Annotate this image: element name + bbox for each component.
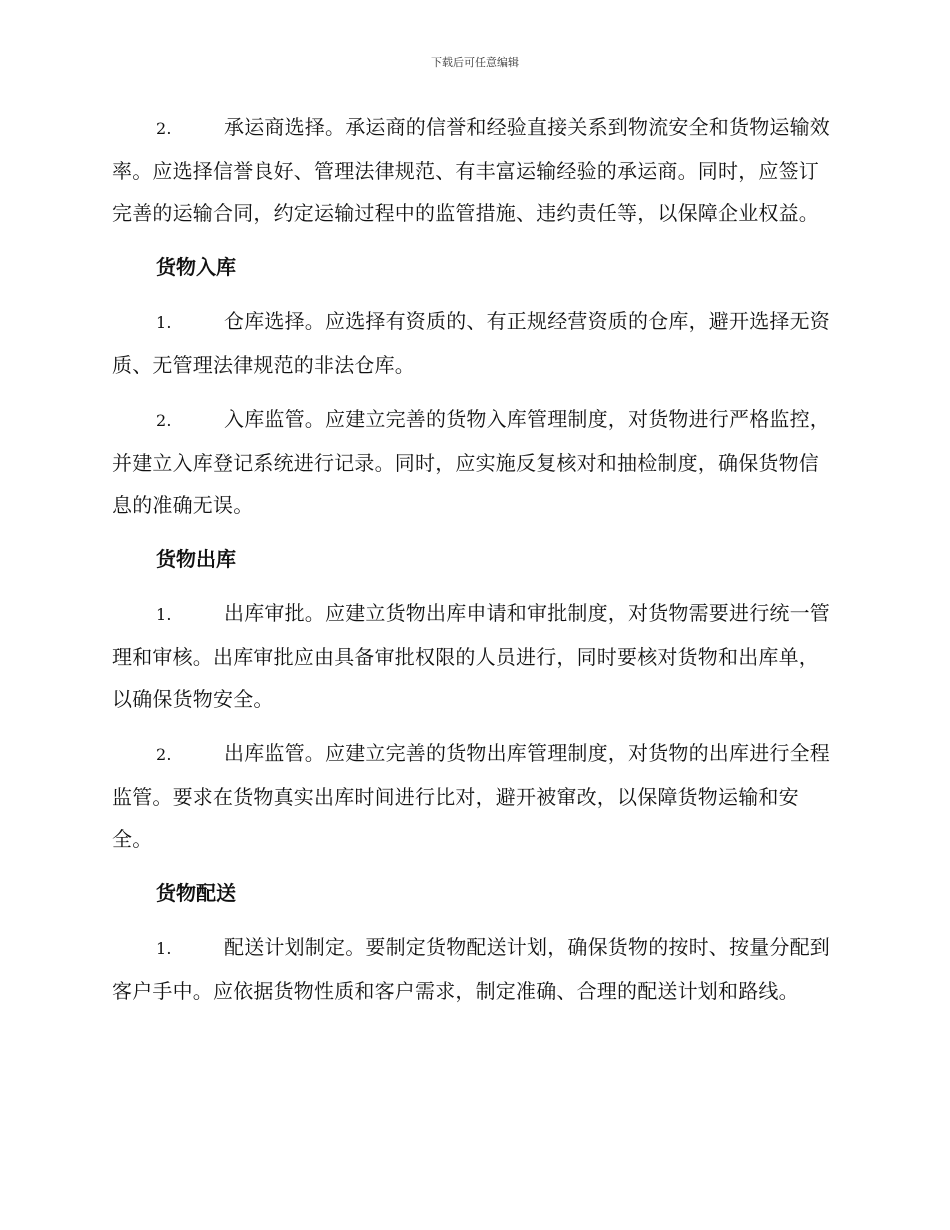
list-item	[112, 926, 834, 1012]
list-item	[112, 592, 834, 720]
list-number: 2.	[156, 745, 172, 764]
list-number: 2.	[156, 119, 172, 138]
section-heading: 货物出库	[156, 547, 236, 571]
list-text: 出库审批。应建立货物出库申请和审批制度，对货物需要进行统一管理和审核。出库审批应由具备审批权限的人员进行，同时要核对货物和出库单，以确保货物安全。	[112, 601, 830, 711]
list-number: 1.	[156, 605, 172, 624]
page-header: 下载后可任意编辑	[431, 56, 519, 69]
list-text: 入库监管。应建立完善的货物入库管理制度，对货物进行严格监控，并建立入库登记系统进行记录。同时，应实施反复核对和抽检制度，确保货物信息的准确无误。	[112, 407, 830, 517]
list-text: 承运商选择。承运商的信誉和经验直接关系到物流安全和货物运输效率。应选择信誉良好、管理法律规范、有丰富运输经验的承运商。同时，应签订完善的运输合同，约定运输过程中的监管措施、违约责任等，以保障企业权益。	[112, 115, 830, 225]
list-number: 1.	[156, 313, 172, 332]
section-heading: 货物入库	[156, 255, 236, 279]
document-body	[112, 106, 834, 1024]
list-item	[112, 732, 834, 860]
list-item	[112, 106, 834, 234]
list-item	[112, 300, 834, 386]
section-heading: 货物配送	[156, 881, 236, 905]
list-number: 2.	[156, 411, 172, 430]
list-text: 仓库选择。应选择有资质的、有正规经营资质的仓库，避开选择无资质、无管理法律规范的非法仓库。	[112, 309, 830, 377]
list-number: 1.	[156, 939, 172, 958]
list-text: 出库监管。应建立完善的货物出库管理制度，对货物的出库进行全程监管。要求在货物真实出库时间进行比对，避开被窜改，以保障货物运输和安全。	[112, 741, 830, 851]
list-item	[112, 398, 834, 526]
list-text: 配送计划制定。要制定货物配送计划，确保货物的按时、按量分配到客户手中。应依据货物性质和客户需求，制定准确、合理的配送计划和路线。	[112, 935, 830, 1003]
